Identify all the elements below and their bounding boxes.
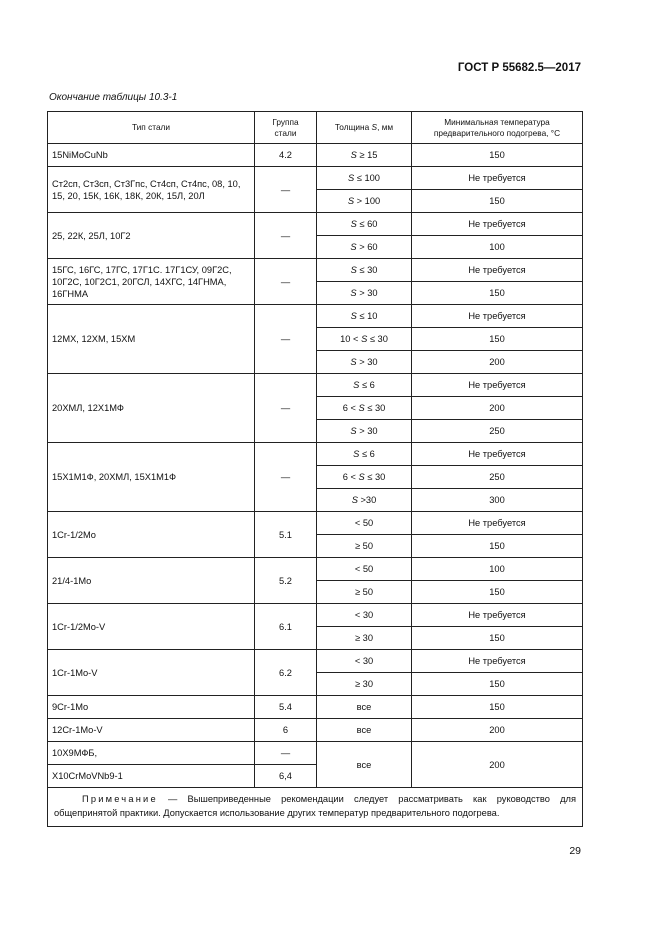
steel-group-cell: 5.2 bbox=[255, 558, 317, 604]
temperature-cell: 100 bbox=[412, 558, 583, 581]
steel-type-cell: 12Cr-1Mo-V bbox=[48, 719, 255, 742]
table-row bbox=[48, 512, 583, 535]
steel-group-cell: 4.2 bbox=[255, 144, 317, 167]
preheat-table bbox=[47, 111, 583, 827]
table-row bbox=[48, 696, 583, 719]
steel-group-cell: — bbox=[255, 374, 317, 443]
temperature-cell: 150 bbox=[412, 282, 583, 305]
temperature-cell: Не требуется bbox=[412, 305, 583, 328]
thickness-cell: 10 < S ≤ 30 bbox=[317, 328, 412, 351]
table-row bbox=[48, 719, 583, 742]
header-steel-type: Тип стали bbox=[48, 112, 255, 144]
temperature-cell: 150 bbox=[412, 673, 583, 696]
temperature-cell: Не требуется bbox=[412, 604, 583, 627]
temperature-cell: 200 bbox=[412, 397, 583, 420]
table-row bbox=[48, 604, 583, 627]
thickness-cell: ≥ 30 bbox=[317, 673, 412, 696]
thickness-cell: все bbox=[317, 742, 412, 788]
thickness-cell: S ≥ 15 bbox=[317, 144, 412, 167]
thickness-cell: S > 100 bbox=[317, 190, 412, 213]
temperature-cell: Не требуется bbox=[412, 650, 583, 673]
thickness-cell: ≥ 50 bbox=[317, 581, 412, 604]
thickness-cell: S > 30 bbox=[317, 282, 412, 305]
temperature-cell: Не требуется bbox=[412, 443, 583, 466]
steel-type-cell: 20ХМЛ, 12Х1МФ bbox=[48, 374, 255, 443]
temperature-cell: 150 bbox=[412, 328, 583, 351]
note-row bbox=[48, 788, 583, 827]
temperature-cell: Не требуется bbox=[412, 213, 583, 236]
thickness-cell: < 30 bbox=[317, 604, 412, 627]
temperature-cell: 150 bbox=[412, 696, 583, 719]
steel-group-cell: 5.4 bbox=[255, 696, 317, 719]
table-body bbox=[48, 144, 583, 742]
thickness-cell: ≥ 30 bbox=[317, 627, 412, 650]
steel-group-cell: — bbox=[255, 167, 317, 213]
table-row bbox=[48, 167, 583, 190]
note-label: Примечание bbox=[82, 794, 158, 804]
header-steel-group bbox=[255, 112, 317, 144]
table-row bbox=[48, 259, 583, 282]
header-temp-line1: Минимальная температура bbox=[444, 116, 550, 127]
temperature-cell: 300 bbox=[412, 489, 583, 512]
steel-type-cell: Ст2сп, Ст3сп, Ст3Гпс, Ст4сп, Ст4пс, 08, 10, 15, 20, 15К, 16К, 18К, 20К, 15Л, 20Л bbox=[48, 167, 255, 213]
temperature-cell: Не требуется bbox=[412, 167, 583, 190]
thickness-cell: S > 60 bbox=[317, 236, 412, 259]
thickness-cell: S > 30 bbox=[317, 420, 412, 443]
header-min-temp bbox=[412, 112, 583, 144]
steel-group-cell: 5.1 bbox=[255, 512, 317, 558]
steel-type-cell: 1Cr-1Mo-V bbox=[48, 650, 255, 696]
page-number: 29 bbox=[569, 845, 581, 857]
steel-type-cell: X10CrMoVNb9-1 bbox=[48, 765, 255, 788]
steel-group-cell: 6.1 bbox=[255, 604, 317, 650]
steel-type-cell: 12МХ, 12ХМ, 15ХМ bbox=[48, 305, 255, 374]
steel-group-cell: — bbox=[255, 742, 317, 765]
thickness-cell: все bbox=[317, 696, 412, 719]
table-last-rows bbox=[48, 742, 583, 827]
temperature-cell: Не требуется bbox=[412, 374, 583, 397]
temperature-cell: 150 bbox=[412, 144, 583, 167]
temperature-cell: 200 bbox=[412, 719, 583, 742]
temperature-cell: 150 bbox=[412, 627, 583, 650]
header-temp-line2: предварительного подогрева, °С bbox=[433, 127, 561, 138]
thickness-cell: 6 < S ≤ 30 bbox=[317, 466, 412, 489]
temperature-cell: 150 bbox=[412, 581, 583, 604]
temperature-cell: 150 bbox=[412, 535, 583, 558]
thickness-cell: 6 < S ≤ 30 bbox=[317, 397, 412, 420]
header-thickness: Толщина S, мм bbox=[317, 112, 412, 144]
table-header-row bbox=[48, 112, 583, 144]
table-row bbox=[48, 213, 583, 236]
thickness-cell: S >30 bbox=[317, 489, 412, 512]
thickness-cell: ≥ 50 bbox=[317, 535, 412, 558]
steel-group-cell: 6,4 bbox=[255, 765, 317, 788]
steel-group-cell: — bbox=[255, 305, 317, 374]
steel-group-cell: 6.2 bbox=[255, 650, 317, 696]
thickness-cell: < 30 bbox=[317, 650, 412, 673]
table-row bbox=[48, 144, 583, 167]
temperature-cell: 200 bbox=[412, 351, 583, 374]
steel-type-cell: 9Cr-1Mo bbox=[48, 696, 255, 719]
steel-type-cell: 10Х9МФБ, bbox=[48, 742, 255, 765]
steel-type-cell: 15Х1М1Ф, 20ХМЛ, 15Х1М1Ф bbox=[48, 443, 255, 512]
table-note bbox=[48, 788, 583, 827]
steel-type-cell: 1Cr-1/2Mo bbox=[48, 512, 255, 558]
temperature-cell: 150 bbox=[412, 190, 583, 213]
note-text: — Вышеприведенные рекомендации следует рассматривать как руководство для общепринятой практики. Допускается использование других температур предварительного подогрева. bbox=[54, 794, 576, 818]
steel-type-cell: 15NiMoCuNb bbox=[48, 144, 255, 167]
thickness-cell: S ≤ 6 bbox=[317, 443, 412, 466]
temperature-cell: Не требуется bbox=[412, 512, 583, 535]
temperature-cell: Не требуется bbox=[412, 259, 583, 282]
steel-type-cell: 15ГС, 16ГС, 17ГС, 17Г1С. 17Г1СУ, 09Г2С, 10Г2С, 10Г2С1, 20ГСЛ, 14ХГС, 14ГНМА, 16ГНМА bbox=[48, 259, 255, 305]
thickness-cell: S > 30 bbox=[317, 351, 412, 374]
header-group-line1: Группа bbox=[272, 116, 299, 127]
temperature-cell: 250 bbox=[412, 466, 583, 489]
steel-group-cell: 6 bbox=[255, 719, 317, 742]
temperature-cell: 100 bbox=[412, 236, 583, 259]
steel-group-cell: — bbox=[255, 213, 317, 259]
table-row bbox=[48, 742, 583, 765]
table-row bbox=[48, 374, 583, 397]
document-id: ГОСТ Р 55682.5—2017 bbox=[457, 62, 581, 74]
table-caption: Окончание таблицы 10.3-1 bbox=[49, 92, 178, 103]
temperature-cell: 250 bbox=[412, 420, 583, 443]
thickness-cell: S ≤ 6 bbox=[317, 374, 412, 397]
thickness-cell: S ≤ 30 bbox=[317, 259, 412, 282]
thickness-cell: < 50 bbox=[317, 512, 412, 535]
table-row bbox=[48, 650, 583, 673]
steel-type-cell: 25, 22К, 25Л, 10Г2 bbox=[48, 213, 255, 259]
table-row bbox=[48, 443, 583, 466]
steel-group-cell: — bbox=[255, 259, 317, 305]
steel-type-cell: 21/4-1Mo bbox=[48, 558, 255, 604]
steel-group-cell: — bbox=[255, 443, 317, 512]
thickness-cell: S ≤ 60 bbox=[317, 213, 412, 236]
table-row bbox=[48, 305, 583, 328]
table-row bbox=[48, 558, 583, 581]
thickness-cell: S ≤ 100 bbox=[317, 167, 412, 190]
thickness-cell: < 50 bbox=[317, 558, 412, 581]
thickness-cell: все bbox=[317, 719, 412, 742]
temperature-cell: 200 bbox=[412, 742, 583, 788]
header-group-line2: стали bbox=[274, 127, 297, 138]
steel-type-cell: 1Cr-1/2Mo-V bbox=[48, 604, 255, 650]
thickness-cell: S ≤ 10 bbox=[317, 305, 412, 328]
